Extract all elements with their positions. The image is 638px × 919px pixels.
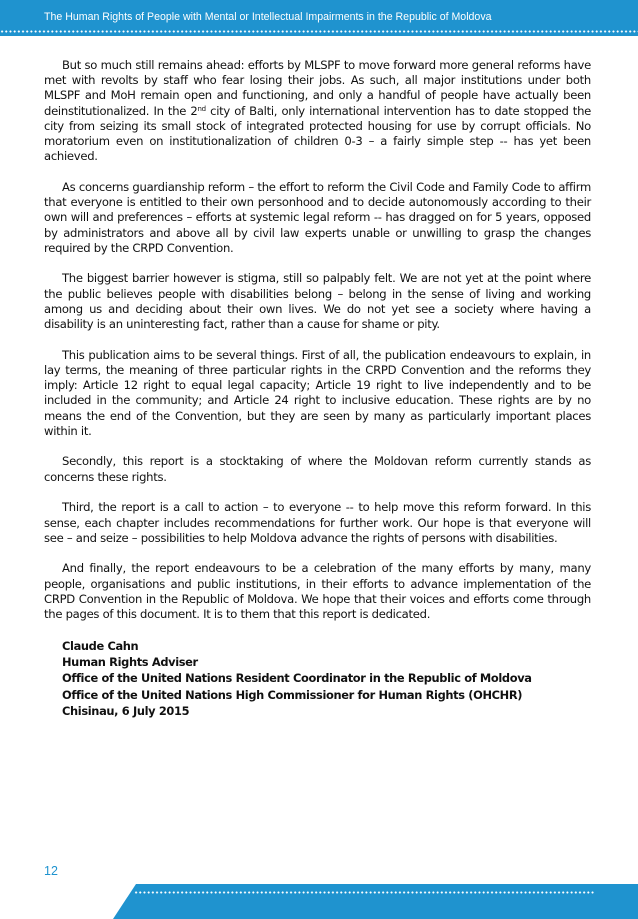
footer-dotted-rule bbox=[134, 891, 594, 894]
page-number: 12 bbox=[44, 864, 58, 878]
paragraph-1-text-start: But so much still remains ahead: efforts by MLSPF to move forward more general reforms have met with revolts by staff who fear losing their jobs. As such, all major institutions under both MLSPF and MoH remain open and functioning, and only a handful of people have actually been deinstitutionalized. In the 2 bbox=[44, 58, 591, 118]
header-dotted-rule bbox=[0, 30, 638, 33]
signatory-role: Human Rights Adviser bbox=[62, 655, 198, 670]
header-title: The Human Rights of People with Mental or Intellectual Impairments in the Republic of Moldova bbox=[44, 11, 492, 23]
paragraph-3: The biggest barrier however is stigma, still so palpably felt. We are not yet at the point where the public believes people with disabilities belong – belong in the sense of living and working among us and deciding about their own lives. We do not yet see a society where having a disability is an uninteresting fact, rather than a cause for shame or pity. bbox=[44, 271, 591, 332]
signatory-office-1: Office of the United Nations Resident Coordinator in the Republic of Moldova bbox=[62, 671, 532, 686]
page-header bbox=[0, 0, 638, 36]
signatory-office-2: Office of the United Nations High Commissioner for Human Rights (OHCHR) bbox=[62, 687, 523, 702]
paragraph-1-text-end: city of Balti, only international intervention has to date stopped the city from seizing its small stock of integrated protected housing for use by corrupt officials. No moratorium even on institutionalization of children 0-3 – a fairly simple step -- has yet been achieved. bbox=[44, 103, 591, 164]
signature-place-date: Chisinau, 6 July 2015 bbox=[62, 703, 190, 718]
footer-band-shape bbox=[113, 884, 638, 919]
paragraph-6: Third, the report is a call to action – to everyone -- to help move this reform forward. In this sense, each chapter includes recommendations for further work. Our hope is that everyone will see – and seize – possibilities to help Moldova advance the rights of persons with disabilities. bbox=[44, 500, 591, 545]
signature-block bbox=[62, 638, 591, 719]
paragraph-4: This publication aims to be several things. First of all, the publication endeavours to explain, in lay terms, the meaning of three particular rights in the CRPD Convention and the reforms they imply: Article 12 right to equal legal capacity; Article 19 right to live independently and to be included in the community; and Article 24 right to inclusive education. These rights are by no means the end of the Convention, but they are seen by many as particularly important places within it. bbox=[44, 347, 591, 438]
paragraph-2: As concerns guardianship reform – the effort to reform the Civil Code and Family Code to affirm that everyone is entitled to their own personhood and to decide autonomously according to their own will and preferences – efforts at systemic legal reform -- has dragged on for 5 years, opposed by administrators and above all by civil law experts unable or unwilling to grasp the changes required by the CRPD Convention. bbox=[44, 179, 591, 255]
ordinal-superscript: nd bbox=[197, 104, 206, 113]
signatory-name: Claude Cahn bbox=[62, 638, 139, 653]
paragraph-7: And finally, the report endeavours to be a celebration of the many efforts by many, many people, organisations and public institutions, in their efforts to advance implementation of the CRPD Convention in the Republic of Moldova. We hope that their voices and efforts come through the pages of this document. It is to them that this report is dedicated. bbox=[44, 561, 591, 622]
document-body bbox=[44, 58, 591, 719]
paragraph-5: Secondly, this report is a stocktaking of where the Moldovan reform currently stands as concerns these rights. bbox=[44, 454, 591, 484]
paragraph-1 bbox=[44, 58, 591, 164]
